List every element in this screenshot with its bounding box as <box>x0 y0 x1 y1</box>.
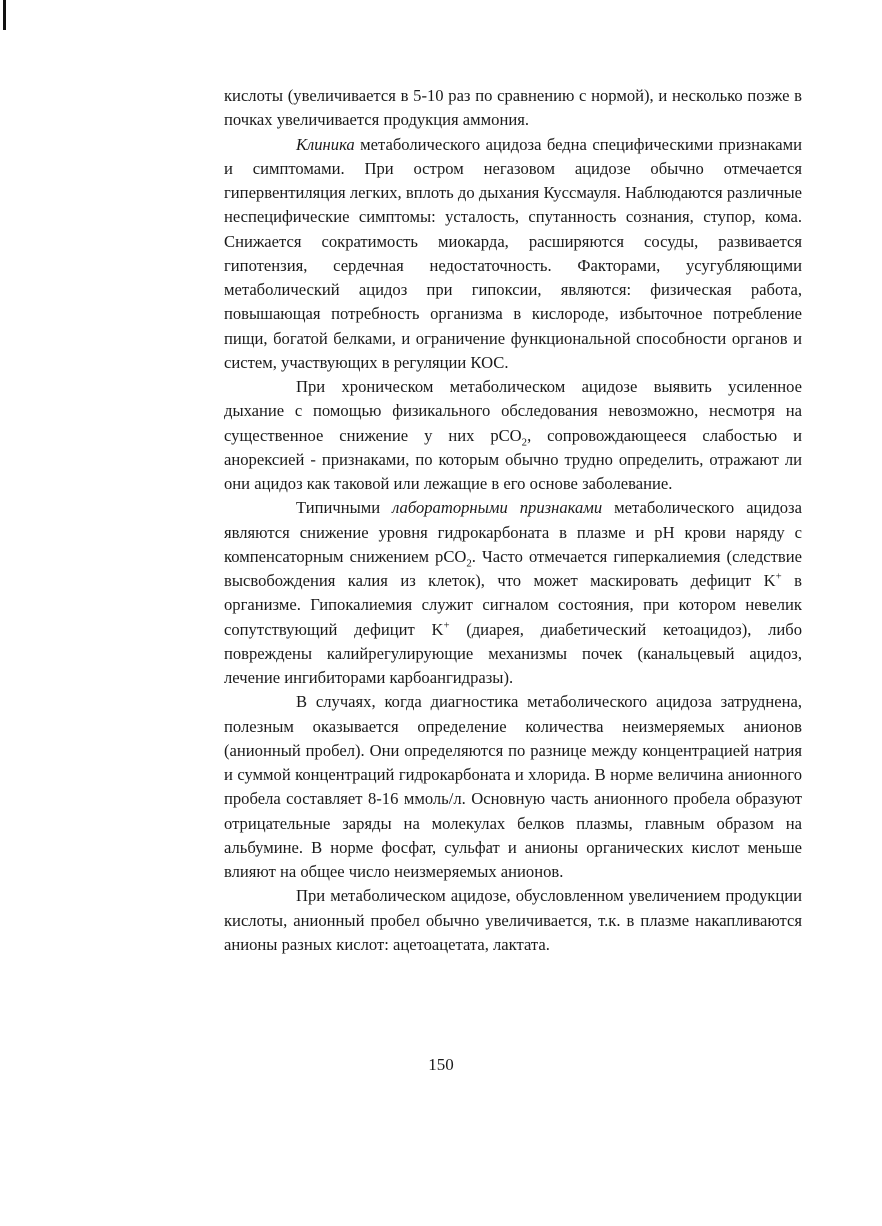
paragraph <box>224 84 802 133</box>
text-run: (диарея, диабетический кетоацидоз), либо повреждены калийрегулирующие механизмы почек (канальцевый ацидоз, лечение ингибиторами карбоангидразы). <box>224 619 802 687</box>
text-run: метаболического ацидоза бедна специфическими признаками и симптомами. При остром негазовом ацидозе обычно отмечается гипервентиляция легких, вплоть до дыхания Куссмауля. Наблюдаются различные неспецифические симптомы: усталость, спутанность сознания, ступор, кома. Снижается сократимость миокарда, расширяются сосуды, развивается гипотензия, сердечная недостаточность. Факторами, усугубляющими метаболический ацидоз при гипоксии, являются: физическая работа, повышающая потребность организма в кислороде, избыточное потребление пищи, богатой белками, и ограничение функциональной способности органов и систем, участвующих в регуляции КОС. <box>224 134 802 372</box>
text-run: , сопровождающееся слабостью и анорексией - признаками, по которым обычно трудно определить, отражают ли они ацидоз как таковой или лежащие в его основе заболевание. <box>224 425 802 493</box>
page-number: 150 <box>428 1055 454 1074</box>
text-run: кислоты (увеличивается в 5-10 раз по сравнению с нормой), и несколько позже в почках увеличивается продукция аммония. <box>224 86 802 130</box>
sup-script: + <box>443 618 450 631</box>
text-run: В случаях, когда диагностика метаболического ацидоза затруднена, полезным оказывается определение количества неизмеряемых анионов (анионный пробел). Они определяются по разнице между концентрацией натрия и суммой концентраций гидрокарбоната и хлорида. В норме величина анионного пробела составляет 8-16 ммоль/л. Основную часть анионного пробела образуют отрицательные заряды на молекулах белков плазмы, главным образом на альбумине. В норме фосфат, сульфат и анионы органических кислот меньше влияют на общее число неизмеряемых анионов. <box>224 692 802 881</box>
paragraph <box>224 884 802 957</box>
text-run: При хроническом метаболическом ацидозе выявить усиленное дыхание с помощью физикального обследования невозможно, несмотря на существенное снижение у них pCO <box>224 377 802 445</box>
text-run: в организме. Гипокалиемия служит сигналом состояния, при котором невелик сопутствующий дефицит K <box>224 571 802 639</box>
paragraph <box>224 133 802 376</box>
scan-edge-mark <box>3 0 6 30</box>
paragraph <box>224 496 802 690</box>
italic-term: лабораторными признаками <box>392 498 603 518</box>
paragraph <box>224 690 802 884</box>
paragraph <box>224 375 802 496</box>
text-run: метаболического ацидоза являются снижение уровня гидрокарбоната в плазме и pH крови наряду с компенсаторным снижением pCO <box>224 498 802 566</box>
sub-script: 2 <box>521 435 528 448</box>
text-run: . Часто отмечается гиперкалиемия (следствие высвобождения калия из клеток), что может маскировать дефицит K <box>224 546 802 590</box>
body-text <box>224 84 802 957</box>
italic-term: Клиника <box>296 134 355 154</box>
sup-script: + <box>775 570 782 583</box>
sub-script: 2 <box>466 557 472 570</box>
text-run: Типичными <box>296 498 393 518</box>
text-run: При метаболическом ацидозе, обусловленном увеличением продукции кислоты, анионный пробел обычно увеличивается, т.к. в плазме накапливаются анионы разных кислот: ацетоацетата, лактата. <box>224 886 802 954</box>
